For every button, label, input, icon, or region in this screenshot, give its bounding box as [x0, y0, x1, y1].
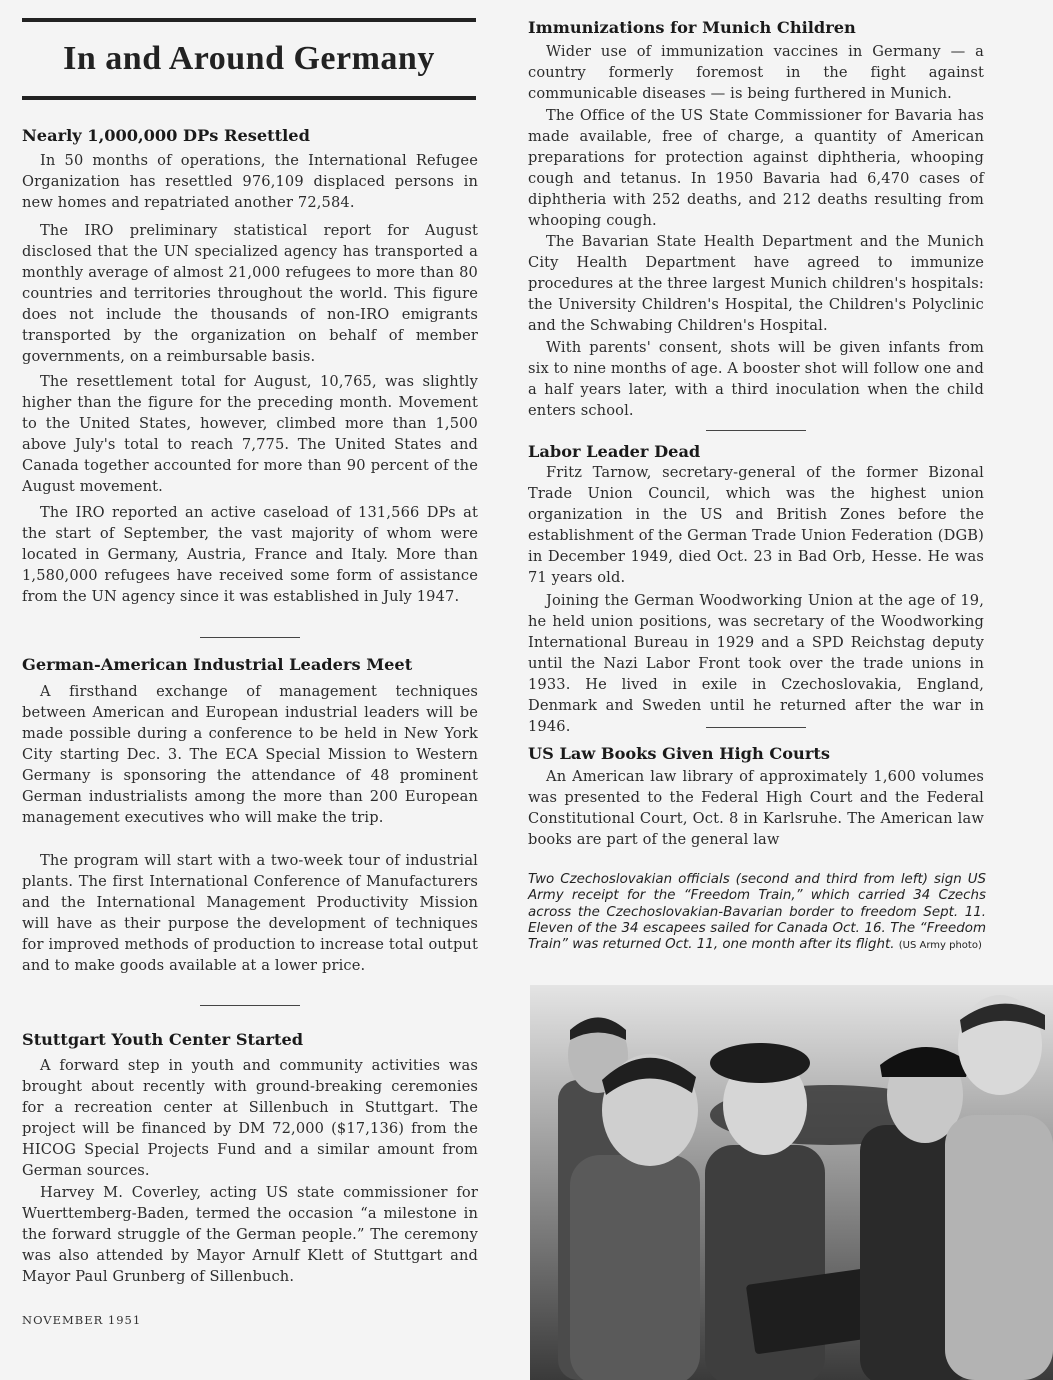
paragraph: The Bavarian State Health Department and the Munich City Health Department have agreed to immunize procedures at the three largest Munich children's hospitals: the University Children's Hospital, the Children's Polyclinic and the Schwabing Children's Hospital. [528, 233, 984, 334]
section-divider [200, 1005, 300, 1006]
headline-dps-resettled: Nearly 1,000,000 DPs Resettled [22, 126, 310, 145]
paragraph: In 50 months of operations, the International Refugee Organization has resettled 976,109 displaced persons in new homes and repatriated another 72,584. [22, 152, 478, 211]
caption-text: Two Czechoslovakian officials (second and third from left) sign US Army receipt for the “Freedom Train,” which carried 34 Czechs across the Czechoslovakian-Bavarian border to freedom Sept. 11. Eleven of the 34 escapees sailed for Canada Oct. 16. The “Freedom Train” was returned Oct. 11, one month after its flight. [528, 872, 986, 953]
paragraph: A firsthand exchange of management techniques between American and European industrial leaders will be made possible during a conference to be held in New York City starting Dec. 3. The ECA Special Mission to Western Germany is sponsoring the attendance of 48 prominent German industrialists among the more than 200 European management executives who will make the trip. [22, 683, 478, 826]
footer-issue-date: NOVEMBER 1951 [22, 1313, 142, 1327]
photo-credit: (US Army photo) [898, 940, 982, 952]
paragraph: With parents' consent, shots will be given infants from six to nine months of age. A booster shot will follow one and a half years later, with a third inoculation when the child enters school. [528, 339, 984, 419]
paragraph: Wider use of immunization vaccines in Germany — a country formerly foremost in the fight against communicable diseases — is being furthered in Munich. [528, 43, 984, 102]
paragraph: The resettlement total for August, 10,765, was slightly higher than the figure for the preceding month. Movement to the United States, however, climbed more than 1,500 above July's total to reach 7,775. The United States and Canada together accounted for more than 90 percent of the August movement. [22, 373, 478, 495]
paragraph: An American law library of approximately 1,600 volumes was presented to the Federal High Court and the Federal Constitutional Court, Oct. 8 in Karlsruhe. The American law books are part of the general law [528, 768, 984, 848]
paragraph: Fritz Tarnow, secretary-general of the former Bizonal Trade Union Council, which was the highest union organization in the US and British Zones before the establishment of the German Trade Union Federation (DGB) in December 1949, died Oct. 23 in Bad Orb, Hesse. He was 71 years old. [528, 464, 984, 586]
masthead [22, 18, 476, 104]
paragraph: Harvey M. Coverley, acting US state commissioner for Wuerttemberg-Baden, termed the occasion “a milestone in the forward struggle of the German people.” The ceremony was also attended by Mayor Arnulf Klett of Stuttgart and Mayor Paul Grunberg of Sillenbuch. [22, 1184, 478, 1285]
paragraph: The Office of the US State Commissioner for Bavaria has made available, free of charge, a quantity of American preparations for protection against diphtheria, whooping cough and tetanus. In 1950 Bavaria had 6,470 cases of diphtheria with 252 deaths, and 212 deaths resulting from whooping cough. [528, 107, 984, 229]
section-divider [706, 430, 806, 431]
news-photo [530, 985, 1053, 1380]
photo-caption [528, 872, 986, 954]
paragraph: The IRO preliminary statistical report for August disclosed that the UN specialized agency has transported a monthly average of almost 21,000 refugees to more than 80 countries and territories throughout the world. This figure does not include the thousands of non-IRO emigrants transported by the organization on behalf of member governments, on a reimbursable basis. [22, 222, 478, 365]
paragraph: Joining the German Woodworking Union at the age of 19, he held union positions, was secretary of the Woodworking International Bureau in 1929 and a SPD Reichstag deputy until the Nazi Labor Front took over the trade unions in 1933. He lived in exile in Czechoslovakia, England, Denmark and Sweden until he returned after the war in 1946. [528, 592, 984, 735]
paragraph: The IRO reported an active caseload of 131,566 DPs at the start of September, the vast majority of whom were located in Germany, Austria, France and Italy. More than 1,580,000 refugees have received some form of assistance from the UN agency since it was established in July 1947. [22, 504, 478, 605]
section-divider [200, 637, 300, 638]
paragraph: The program will start with a two-week tour of industrial plants. The first International Conference of Manufacturers and the International Management Productivity Mission will have as their purpose the development of techniques for improved methods of production to increase total output and to make goods available at a lower price. [22, 852, 478, 974]
headline-law-books: US Law Books Given High Courts [528, 744, 830, 763]
masthead-rule-bottom [22, 96, 476, 100]
section-divider [706, 727, 806, 728]
paragraph: A forward step in youth and community activities was brought about recently with ground-breaking ceremonies for a recreation center at Sillenbuch in Stuttgart. The project will be financed by DM 72,000 ($17,136) from the HICOG Special Projects Fund and a similar amount from German sources. [22, 1057, 478, 1179]
headline-labor-leader: Labor Leader Dead [528, 442, 701, 461]
masthead-rule-top [22, 18, 476, 22]
headline-industrial-leaders: German-American Industrial Leaders Meet [22, 655, 413, 674]
headline-immunizations: Immunizations for Munich Children [528, 18, 856, 37]
page-title: In and Around Germany [63, 40, 435, 77]
headline-youth-center: Stuttgart Youth Center Started [22, 1030, 304, 1049]
